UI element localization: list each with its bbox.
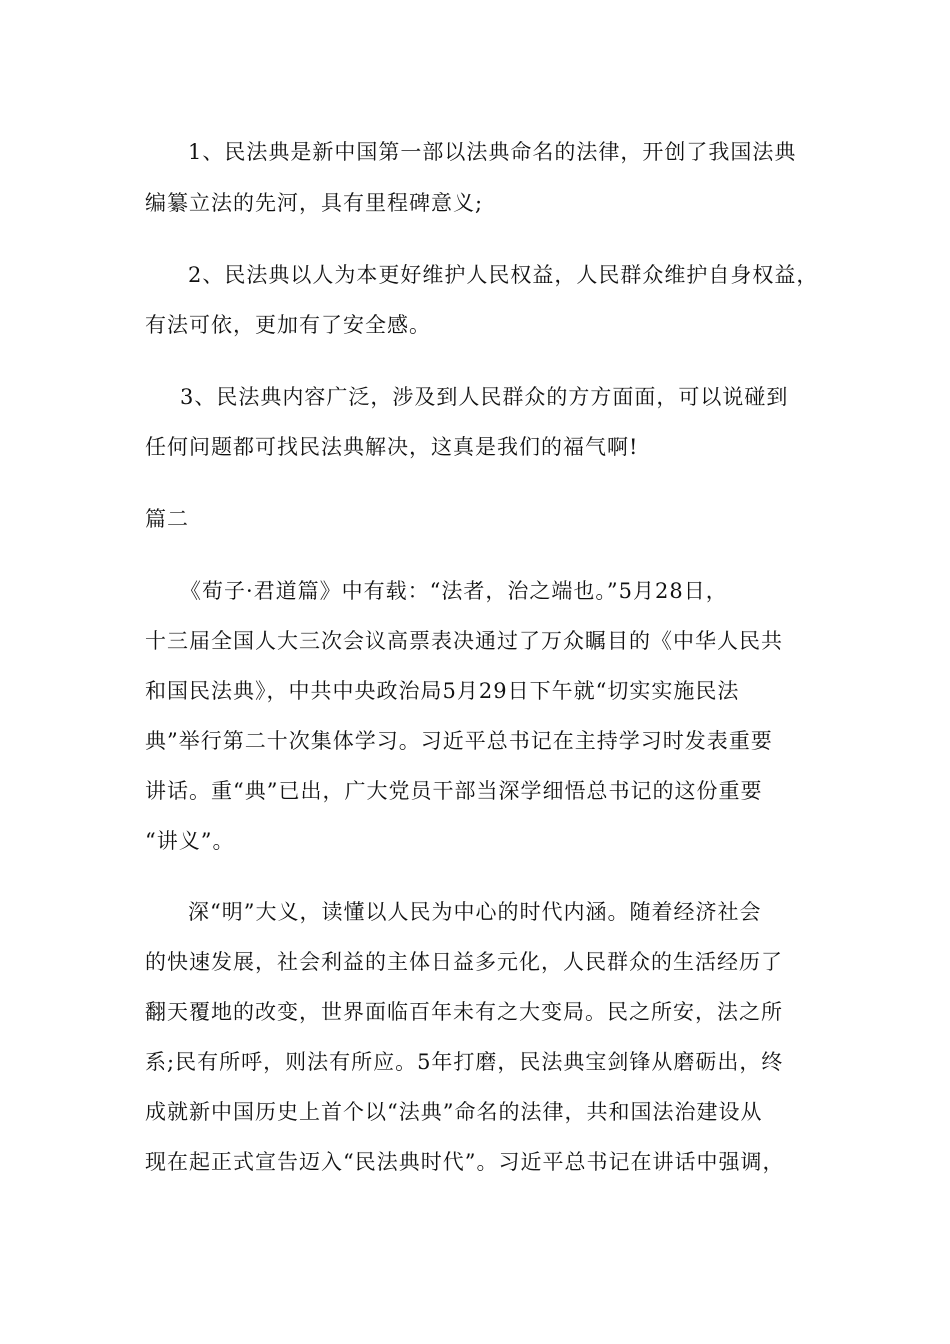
paragraph-2-line-1: 2、民法典以人为本更好维护人民权益，人民群众维护自身权益， bbox=[188, 263, 819, 287]
paragraph-3-line-1: 3、民法典内容广泛，涉及到人民群众的方方面面，可以说碰到 bbox=[180, 385, 789, 409]
paragraph-3-line-2: 任何问题都可找民法典解决，这真是我们的福气啊! bbox=[145, 435, 639, 459]
paragraph-4-line-4: 典”举行第二十次集体学习。习近平总书记在主持学习时发表重要 bbox=[145, 729, 773, 753]
paragraph-5-line-4: 系;民有所呼，则法有所应。5年打磨，民法典宝剑锋从磨砺出，终 bbox=[145, 1050, 784, 1074]
paragraph-5-line-5: 成就新中国历史上首个以“法典”命名的法律，共和国法治建设从 bbox=[145, 1100, 763, 1124]
paragraph-5-line-1: 深“明”大义，读懂以人民为中心的时代内涵。随着经济社会 bbox=[188, 900, 762, 924]
paragraph-4-line-1: 《荀子·君道篇》中有载：“法者，治之端也。”5月28日， bbox=[180, 579, 728, 603]
section-heading: 篇二 bbox=[145, 507, 189, 531]
paragraph-4-line-5: 讲话。重“典”已出，广大党员干部当深学细悟总书记的这份重要 bbox=[145, 779, 763, 803]
paragraph-4-line-3: 和国民法典》，中共中央政治局5月29日下午就“切实实施民法 bbox=[145, 679, 740, 703]
paragraph-4-line-6: “讲义”。 bbox=[145, 829, 235, 853]
paragraph-2-line-2: 有法可依，更加有了安全感。 bbox=[145, 313, 431, 337]
paragraph-5-line-3: 翻天覆地的改变，世界面临百年未有之大变局。民之所安，法之所 bbox=[145, 1000, 783, 1024]
paragraph-1-line-1: 1、民法典是新中国第一部以法典命名的法律，开创了我国法典 bbox=[188, 140, 797, 164]
paragraph-5-line-6: 现在起正式宣告迈入“民法典时代”。习近平总书记在讲话中强调， bbox=[145, 1150, 785, 1174]
paragraph-1-line-2: 编纂立法的先河，具有里程碑意义; bbox=[145, 191, 484, 215]
paragraph-5-line-2: 的快速发展，社会利益的主体日益多元化，人民群众的生活经历了 bbox=[145, 950, 783, 974]
paragraph-4-line-2: 十三届全国人大三次会议高票表决通过了万众瞩目的《中华人民共 bbox=[145, 629, 783, 653]
